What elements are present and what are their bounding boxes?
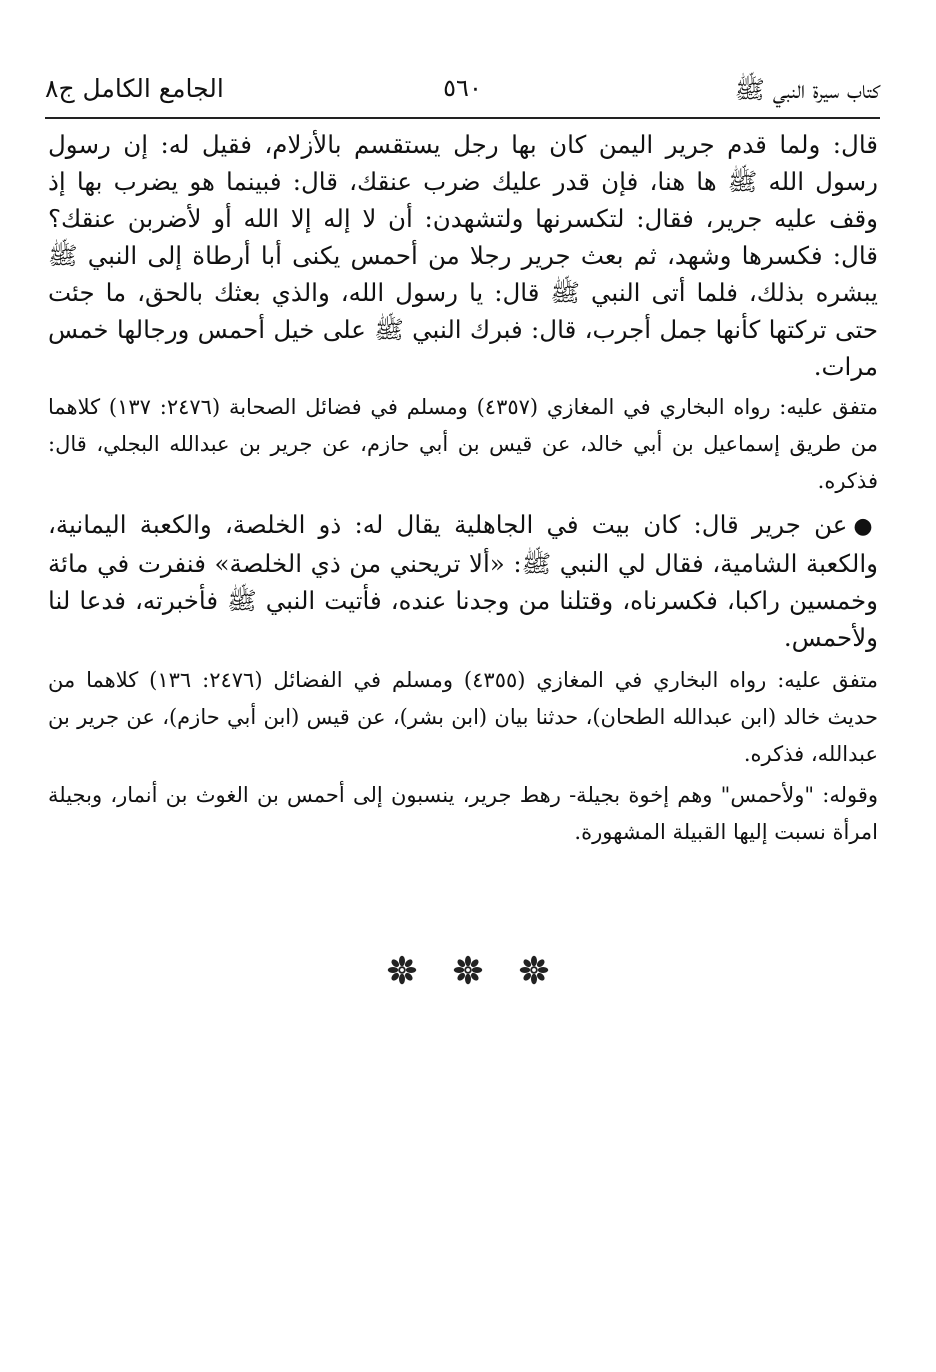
floral-ornament-icon [519,955,549,985]
takhrij-note-1: متفق عليه: رواه البخاري في المغازي (٤٣٥٧) ومسلم في فضائل الصحابة (٢٤٧٦: ١٣٧) كلاهما من طريق إسماعيل بن أبي خالد، عن قيس بن أبي حازم، عن جرير بن عبدالله البجلي، قال: فذكره. [48,395,878,493]
floral-ornament-icon [453,955,483,985]
section-end-ornaments [0,950,936,990]
header-divider [45,117,880,119]
hadith-text-2-body: عن جرير قال: كان بيت في الجاهلية يقال له: ذو الخلصة، والكعبة اليمانية، والكعبة الشامية، فقال لي النبي ﷺ: «ألا تريحني من ذي الخلصة» فنفرت في مائة وخمسين راكبا، فكسرناه، وقتلنا من وجدنا عنده، فأتيت النبي ﷺ فأخبرته، فدعا لنا ولأحمس. [48,510,878,652]
hadith-text-1: قال: ولما قدم جرير اليمن كان بها رجل يستقسم بالأزلام، فقيل له: إن رسول رسول الله ﷺ ها هنا، فإن قدر عليك ضرب عنقك، قال: فبينما هو يضرب بها إذ وقف عليه جرير، فقال: لتكسرنها ولتشهدن: أن لا إله إلا الله أو لأضربن عنقك؟ قال: فكسرها وشهد، ثم بعث جرير رجلا من أحمس يكنى أبا أرطاة إلى النبي ﷺ يبشره بذلك، فلما أتى النبي ﷺ قال: يا رسول الله، والذي بعثك بالحق، ما جئت حتى تركتها كأنها جمل أجرب، قال: فبرك النبي ﷺ على خيل أحمس ورجالها خمس مرات. [48,130,878,381]
volume-title: الجامع الكامل ج٨ [45,74,224,103]
explanatory-note: وقوله: "ولأحمس" وهم إخوة بجيلة- رهط جرير، ينسبون إلى أحمس بن الغوث بن أنمار، وبجيلة امرأة نسبت إليها القبيلة المشهورة. [48,783,878,844]
bullet-icon: ● [853,514,878,539]
takhrij-note-2: متفق عليه: رواه البخاري في المغازي (٤٣٥٥) ومسلم في الفضائل (٢٤٧٦: ١٣٦) كلاهما من حديث خالد (ابن عبدالله الطحان)، حدثنا بيان (ابن بشر)، عن قيس (ابن أبي حازم)، عن جرير بن عبدالله، فذكره. [48,668,878,766]
hadith-text-2 [48,506,878,656]
page-body [48,126,878,851]
floral-ornament-icon [387,955,417,985]
book-title: كتاب سيرة النبي ﷺ [734,75,880,104]
running-header [45,66,880,106]
page-number: ٥٦٠ [443,74,482,102]
